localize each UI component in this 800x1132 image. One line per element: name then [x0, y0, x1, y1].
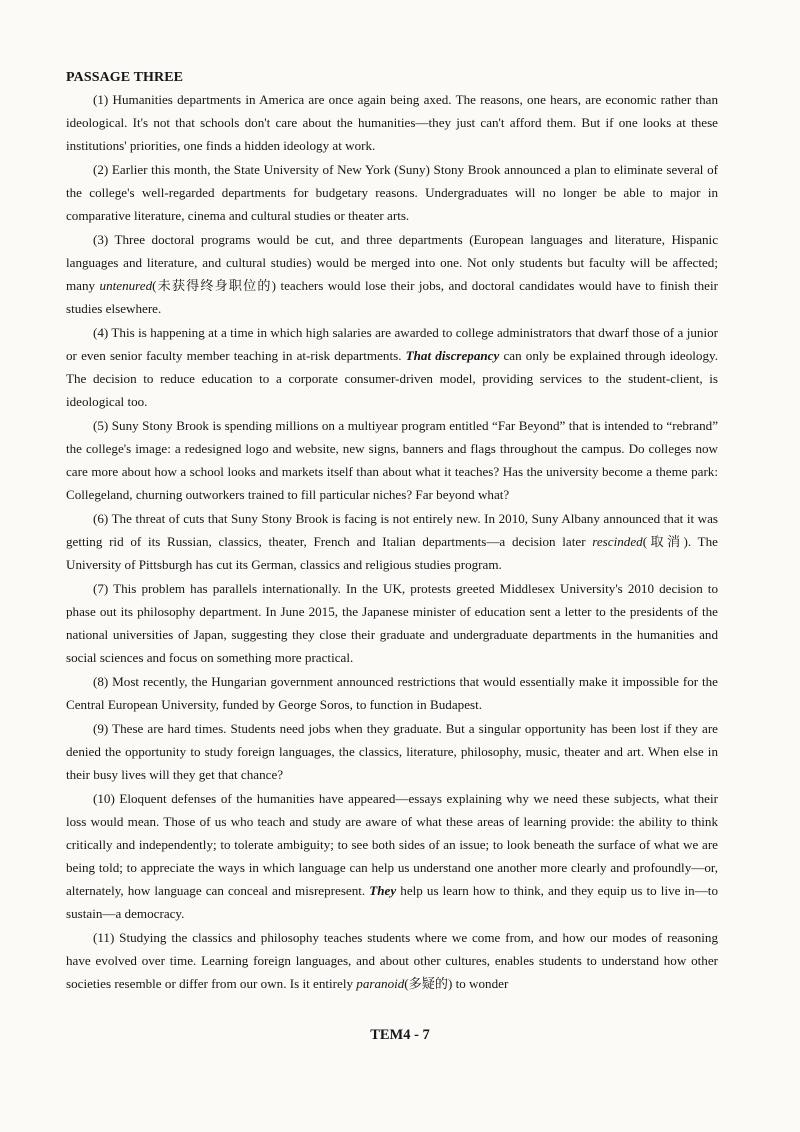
paragraph-p1 — [66, 88, 718, 157]
paragraph-segment: (11) Studying the classics and philosophy teaches students where we come from, and how our modes of reasoning have evolved over time. Learning foreign languages, and about other cultures, enables students to understand how other societies resemble or differ from our own. Is it entirely — [66, 930, 718, 991]
passage-body — [66, 88, 718, 995]
paragraph-segment: (4) This is happening at a time in which high salaries are awarded to college administrators that dwarf those of a junior or even senior faculty member teaching in at-risk departments. — [66, 325, 718, 363]
paragraph-segment: untenured — [99, 278, 153, 293]
paragraph-segment: (3) Three doctoral programs would be cut, and three departments (European languages and literature, Hispanic languages and literature, and cultural studies) would be merged into one. Not only students but faculty will be affected; many — [66, 232, 718, 293]
paragraph-p4 — [66, 321, 718, 413]
paragraph-p6 — [66, 507, 718, 576]
paragraph-segment: (1) Humanities departments in America are once again being axed. The reasons, one hears, are economic rather than ideological. It's not that schools don't care about the humanities—they just can't afford them. But if one looks at these institutions' priorities, one finds a hidden ideology at work. — [66, 92, 718, 153]
paragraph-segment: (6) The threat of cuts that Suny Stony Brook is facing is not entirely new. In 2010, Suny Albany announced that it was getting rid of its Russian, classics, theater, French and Italian departments—a decision later — [66, 511, 718, 549]
paragraph-segment: (7) This problem has parallels internationally. In the UK, protests greeted Middlesex University's 2010 decision to phase out its philosophy department. In June 2015, the Japanese minister of education sent a letter to the presidents of the national universities of Japan, suggesting they close their graduate and undergraduate departments in the humanities and social sciences and focus on something more practical. — [66, 581, 718, 665]
paragraph-segment: (8) Most recently, the Hungarian government announced restrictions that would essentially make it impossible for the Central European University, funded by George Soros, to function in Budapest. — [66, 674, 718, 712]
paragraph-segment: (未获得终身职位的) teachers would lose their jobs, and doctoral candidates would have to finish their studies elsewhere. — [66, 278, 718, 316]
page-footer: TEM4 - 7 — [370, 1027, 430, 1043]
paragraph-p10 — [66, 787, 718, 925]
passage-title: PASSAGE THREE — [66, 70, 184, 85]
paragraph-p7 — [66, 577, 718, 669]
paragraph-p8 — [66, 670, 718, 716]
paragraph-segment: help us learn how to think, and they equip us to live in—to sustain—a democracy. — [66, 883, 718, 921]
paragraph-p11 — [66, 926, 718, 995]
paragraph-segment: (取消). The University of Pittsburgh has cut its German, classics and religious studies program. — [66, 534, 718, 572]
paragraph-segment: can only be explained through ideology. The decision to reduce education to a corporate consumer-driven model, providing services to the student-client, is ideological too. — [66, 348, 718, 409]
paragraph-segment: That discrepancy — [405, 348, 500, 363]
paragraph-segment: They — [369, 883, 397, 898]
paragraph-p3 — [66, 228, 718, 320]
paragraph-p5 — [66, 414, 718, 506]
paragraph-segment: rescinded — [592, 534, 643, 549]
paragraph-segment: (9) These are hard times. Students need jobs when they graduate. But a singular opportunity has been lost if they are denied the opportunity to study foreign languages, the classics, literature, philosophy, music, theater and art. When else in their busy lives will they get that chance? — [66, 721, 718, 782]
paragraph-segment: (2) Earlier this month, the State University of New York (Suny) Stony Brook announced a plan to eliminate several of the college's well-regarded departments for budgetary reasons. Undergraduates will no longer be able to major in comparative literature, cinema and cultural studies or theater arts. — [66, 162, 718, 223]
paragraph-p9 — [66, 717, 718, 786]
paragraph-segment: (多疑的) to wonder — [404, 976, 509, 991]
paragraph-p2 — [66, 158, 718, 227]
paragraph-segment: (5) Suny Stony Brook is spending millions on a multiyear program entitled “Far Beyond” that is intended to “rebrand” the college's image: a redesigned logo and website, new signs, banners and flags throughout the campus. Do colleges now care more about how a school looks and markets itself than about what it teaches? Has the university become a theme park: Collegeland, churning outworkers trained to fill particular niches? Far beyond what? — [66, 418, 718, 502]
paragraph-segment: paranoid — [356, 976, 405, 991]
paragraph-segment: (10) Eloquent defenses of the humanities have appeared—essays explaining why we need these subjects, what their loss would mean. Those of us who teach and study are aware of what these areas of learning provide: the ability to think critically and independently; to tolerate ambiguity; to see both sides of an issue; to look beneath the surface of what we are being told; to appreciate the ways in which language can help us understand one another more clearly and profoundly—or, alternately, how language can conceal and misrepresent. — [66, 791, 718, 898]
